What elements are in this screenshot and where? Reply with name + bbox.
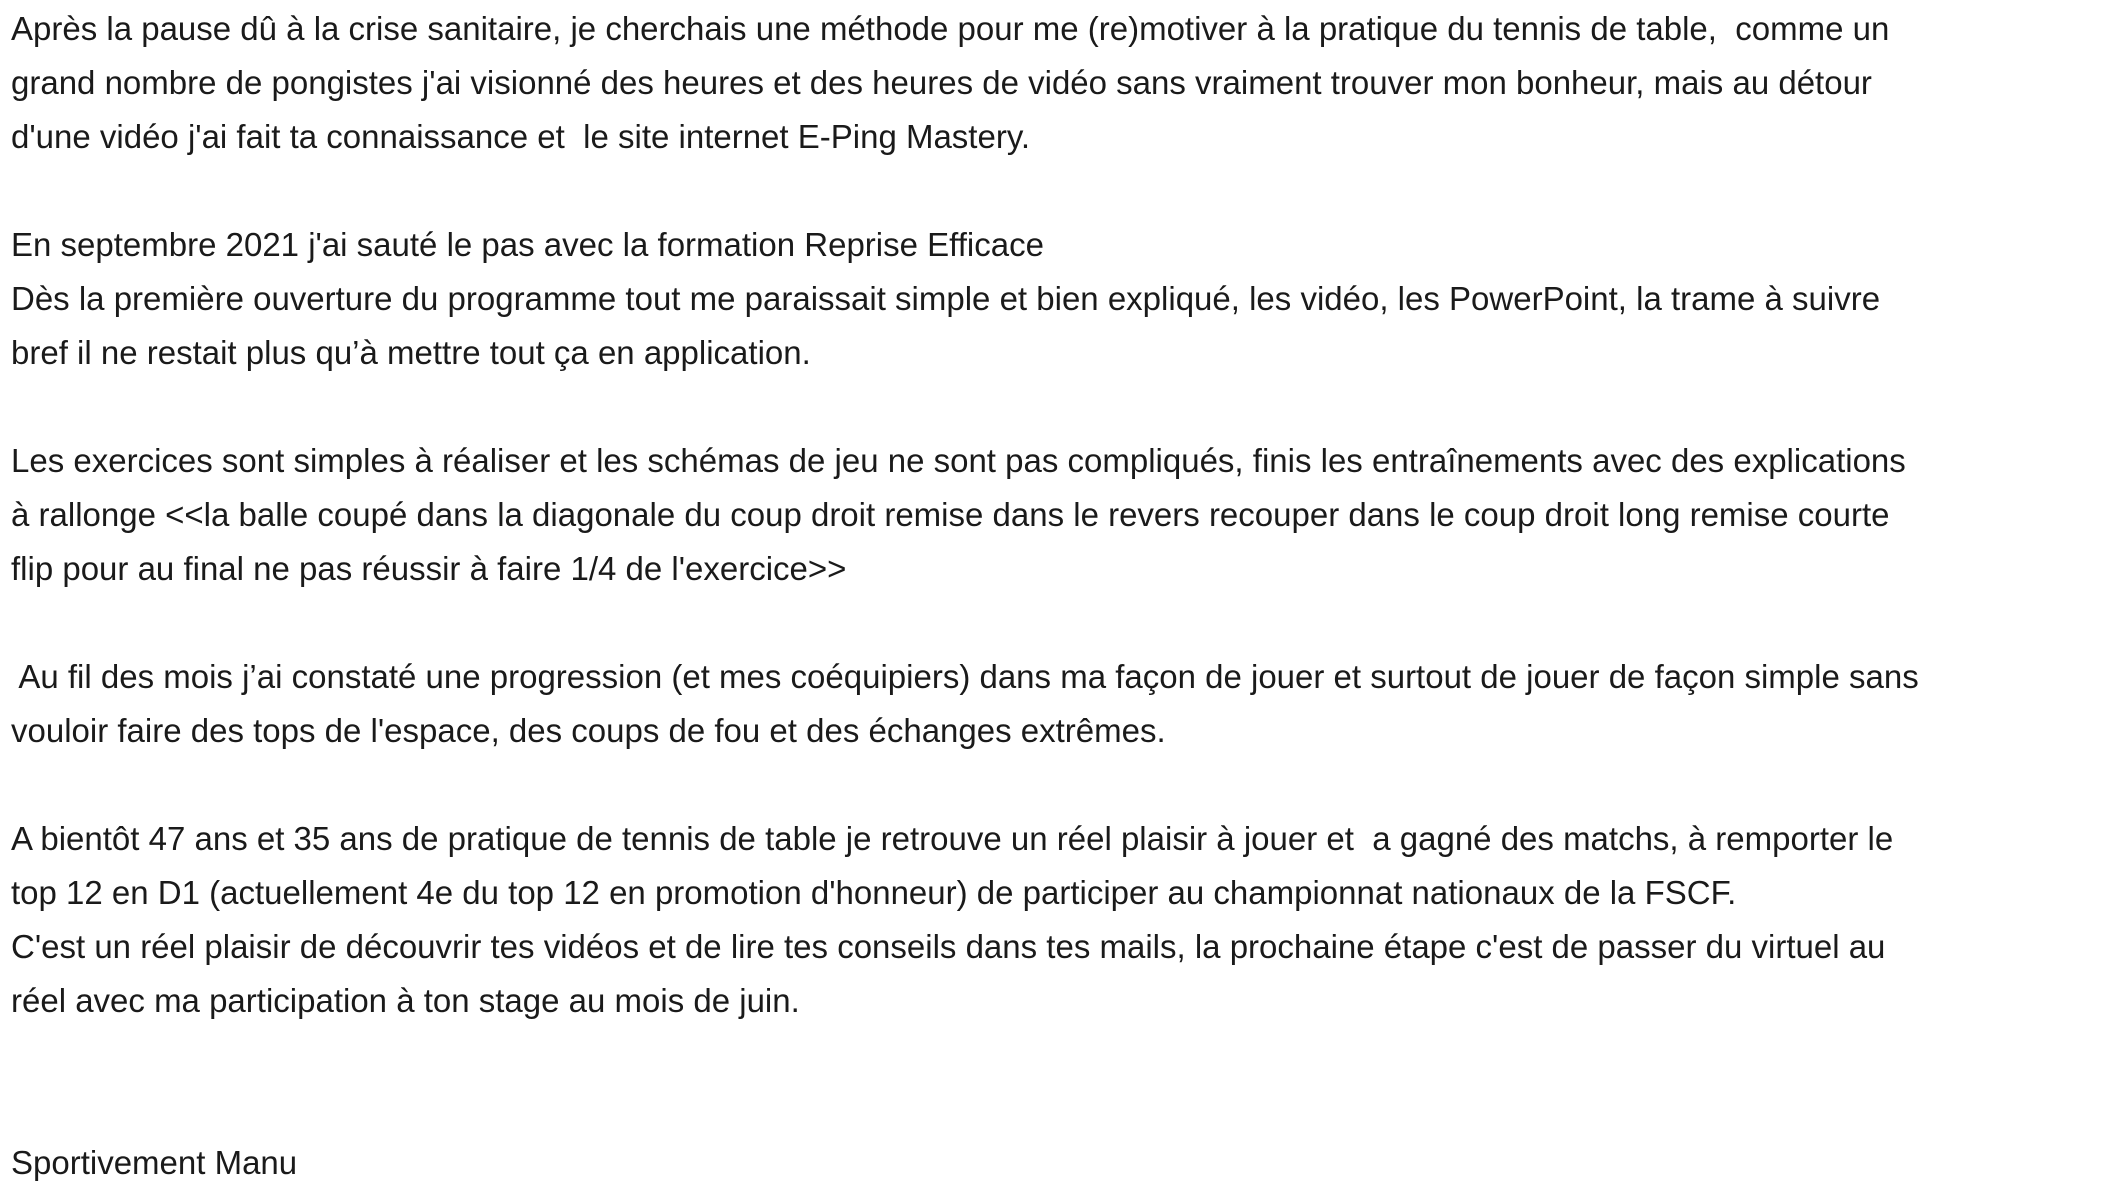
paragraph-1 xyxy=(11,0,2091,162)
text-line: A bientôt 47 ans et 35 ans de pratique de tennis de table je retrouve un réel plaisir à jouer et a gagné des matchs, à remporter le xyxy=(11,820,1894,857)
text-line: flip pour au final ne pas réussir à faire 1/4 de l'exercice>> xyxy=(11,550,847,587)
text-line: Les exercices sont simples à réaliser et les schémas de jeu ne sont pas compliqués, finis les entraînements avec des explications xyxy=(11,442,1906,479)
paragraph-5 xyxy=(11,810,2091,1026)
text-line: réel avec ma participation à ton stage au mois de juin. xyxy=(11,982,800,1019)
letter-body xyxy=(11,0,2091,1188)
text-line: Au fil des mois j’ai constaté une progression (et mes coéquipiers) dans ma façon de jouer et surtout de jouer de façon simple sans xyxy=(11,658,1919,695)
paragraph-gap xyxy=(11,756,2091,810)
text-line: à rallonge <<la balle coupé dans la diagonale du coup droit remise dans le revers recouper dans le coup droit long remise courte xyxy=(11,496,1890,533)
paragraph-gap xyxy=(11,162,2091,216)
text-line: vouloir faire des tops de l'espace, des coups de fou et des échanges extrêmes. xyxy=(11,712,1166,749)
text-line: C'est un réel plaisir de découvrir tes vidéos et de lire tes conseils dans tes mails, la prochaine étape c'est de passer du virtuel au xyxy=(11,928,1886,965)
text-line: top 12 en D1 (actuellement 4e du top 12 en promotion d'honneur) de participer au championnat nationaux de la FSCF. xyxy=(11,874,1737,911)
paragraph-2 xyxy=(11,216,2091,378)
paragraph-gap xyxy=(11,594,2091,648)
text-line: d'une vidéo j'ai fait ta connaissance et le site internet E-Ping Mastery. xyxy=(11,118,1031,155)
text-line: Après la pause dû à la crise sanitaire, je cherchais une méthode pour me (re)motiver à la pratique du tennis de table, comme un xyxy=(11,10,1890,47)
text-line: Dès la première ouverture du programme tout me paraissait simple et bien expliqué, les vidéo, les PowerPoint, la trame à suivre xyxy=(11,280,1881,317)
text-line: bref il ne restait plus qu’à mettre tout ça en application. xyxy=(11,334,811,371)
signature: Sportivement Manu xyxy=(11,1144,298,1181)
paragraph-gap xyxy=(11,378,2091,432)
text-line: En septembre 2021 j'ai sauté le pas avec la formation Reprise Efficace xyxy=(11,226,1044,263)
paragraph-4 xyxy=(11,648,2091,756)
text-line: grand nombre de pongistes j'ai visionné des heures et des heures de vidéo sans vraiment trouver mon bonheur, mais au détour xyxy=(11,64,1872,101)
paragraph-3 xyxy=(11,432,2091,594)
paragraph-gap xyxy=(11,1026,2091,1080)
